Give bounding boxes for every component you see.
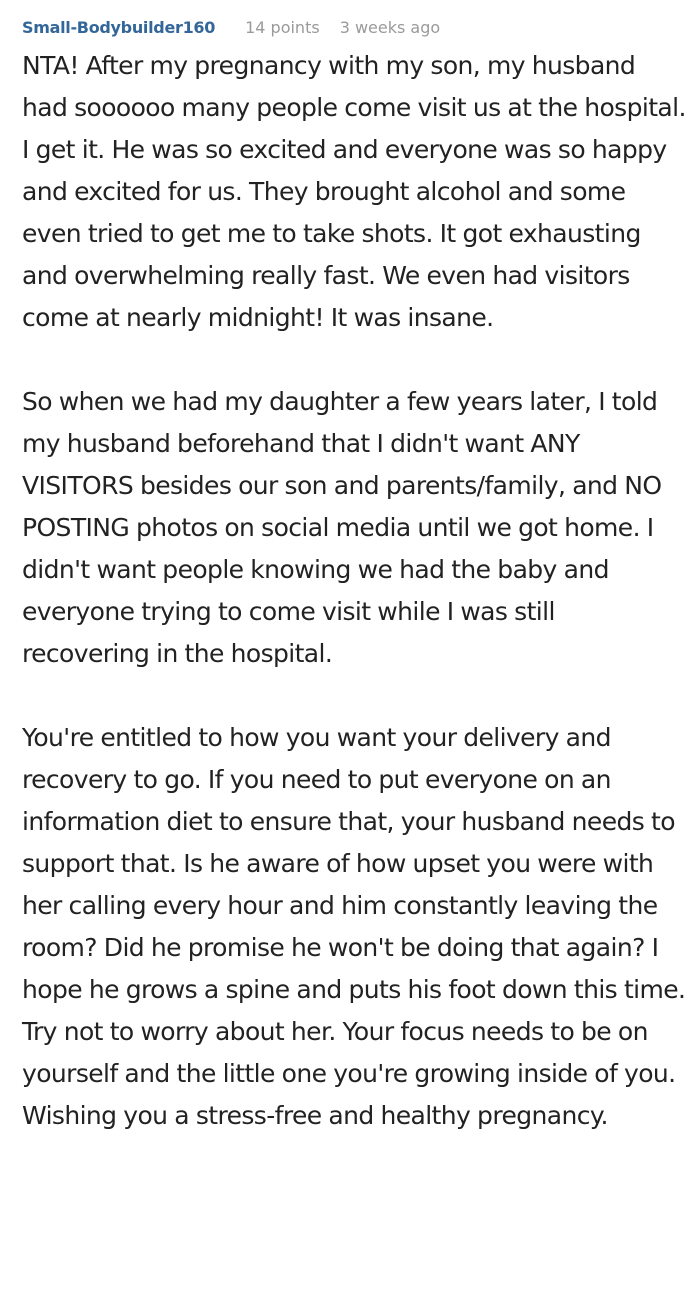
comment	[22, 14, 687, 1137]
comment-timestamp: 3 weeks ago	[339, 18, 441, 37]
comment-author-link[interactable]: Small-Bodybuilder160	[22, 18, 216, 37]
comment-paragraph: You're entitled to how you want your delivery and recovery to go. If you need to put everyone on an information diet to ensure that, your husband needs to support that. Is he aware of how upset you were with her calling every hour and him constantly leaving the room? Did he promise he won't be doing that again? I hope he grows a spine and puts his foot down this time. Try not to worry about her. Your focus needs to be on yourself and the little one you're growing inside of you. Wishing you a stress-free and healthy pregnancy.	[22, 723, 686, 1130]
comment-points: 14 points	[245, 18, 320, 37]
comment-paragraph: So when we had my daughter a few years later, I told my husband beforehand that I didn't want ANY VISITORS besides our son and parents/family, and NO POSTING photos on social media until we got home. I didn't want people knowing we had the baby and everyone trying to come visit while I was still recovering in the hospital.	[22, 387, 662, 668]
comment-meta	[22, 11, 687, 45]
comment-paragraph: NTA! After my pregnancy with my son, my husband had soooooo many people come visit us at the hospital. I get it. He was so excited and everyone was so happy and excited for us. They brought alcohol and some even tried to get me to take shots. It got exhausting and overwhelming really fast. We even had visitors come at nearly midnight! It was insane.	[22, 51, 686, 332]
comment-body	[22, 45, 687, 1137]
